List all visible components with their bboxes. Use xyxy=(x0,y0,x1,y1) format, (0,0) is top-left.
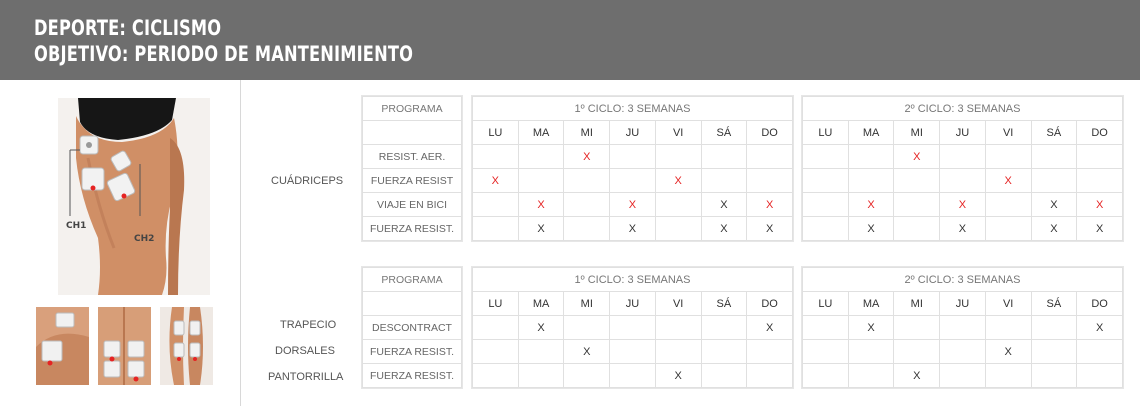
schedule-mark: X xyxy=(537,198,545,211)
schedule-cell xyxy=(655,193,701,217)
schedule-cell xyxy=(894,217,940,241)
day-header: MA xyxy=(848,121,894,145)
schedule-cell xyxy=(985,364,1031,388)
schedule-cell xyxy=(940,193,986,217)
day-header: DO xyxy=(747,292,793,316)
schedule-cell xyxy=(894,316,940,340)
schedule-cell xyxy=(1077,340,1123,364)
schedule-cell xyxy=(747,364,793,388)
cycle2-table-section1 xyxy=(802,96,1123,241)
cycle1-table-section2 xyxy=(472,267,793,388)
vertical-divider xyxy=(240,80,241,406)
schedule-cell xyxy=(473,145,519,169)
schedule-cell xyxy=(1077,217,1123,241)
day-header: MI xyxy=(564,292,610,316)
day-header: MA xyxy=(848,292,894,316)
schedule-cell xyxy=(701,217,747,241)
schedule-cell xyxy=(803,340,849,364)
day-header: MA xyxy=(518,292,564,316)
schedule-cell xyxy=(894,193,940,217)
program-cell: FUERZA RESIST xyxy=(363,169,462,193)
day-header: LU xyxy=(473,292,519,316)
schedule-cell xyxy=(701,145,747,169)
schedule-cell xyxy=(655,169,701,193)
schedule-cell xyxy=(894,145,940,169)
day-header: SÁ xyxy=(701,292,747,316)
day-header: MI xyxy=(564,121,610,145)
schedule-cell xyxy=(985,217,1031,241)
schedule-cell xyxy=(518,145,564,169)
day-header: LU xyxy=(473,121,519,145)
program-cell: DESCONTRACT xyxy=(363,316,462,340)
day-header: VI xyxy=(655,292,701,316)
schedule-mark: X xyxy=(765,321,774,334)
schedule-cell xyxy=(747,316,793,340)
day-header: VI xyxy=(985,292,1031,316)
day-header: SÁ xyxy=(1031,292,1077,316)
schedule-mark: X xyxy=(583,150,591,163)
day-header: JU xyxy=(610,292,656,316)
schedule-cell xyxy=(940,316,986,340)
day-header: VI xyxy=(985,121,1031,145)
schedule-mark: X xyxy=(537,321,545,334)
schedule-mark: X xyxy=(674,174,682,187)
schedule-cell xyxy=(518,340,564,364)
cycle-title: 1º CICLO: 3 SEMANAS xyxy=(473,268,793,292)
program-table-2 xyxy=(362,267,462,388)
schedule-cell xyxy=(473,316,519,340)
schedule-cell xyxy=(564,145,610,169)
schedule-cell xyxy=(701,169,747,193)
schedule-mark: X xyxy=(958,198,967,211)
schedule-mark: X xyxy=(1050,198,1058,211)
day-header: VI xyxy=(655,121,701,145)
schedule-cell xyxy=(894,169,940,193)
schedule-cell xyxy=(564,364,610,388)
schedule-mark: X xyxy=(1004,174,1012,187)
schedule-cell xyxy=(1031,193,1077,217)
schedule-cell xyxy=(803,193,849,217)
schedule-cell xyxy=(610,316,656,340)
schedule-cell xyxy=(848,316,894,340)
schedule-cell xyxy=(803,217,849,241)
schedule-mark: X xyxy=(913,369,921,382)
day-header: JU xyxy=(940,292,986,316)
schedule-cell xyxy=(655,340,701,364)
schedule-cell xyxy=(1077,145,1123,169)
schedule-cell xyxy=(564,217,610,241)
objective-title: OBJETIVO: PERIODO DE MANTENIMIENTO xyxy=(34,42,414,66)
schedule-cell xyxy=(655,217,701,241)
day-header: SÁ xyxy=(1031,121,1077,145)
ch1-label: CH1 xyxy=(66,221,87,231)
schedule-mark: X xyxy=(1004,345,1012,358)
schedule-cell xyxy=(701,316,747,340)
cycle2-table-section2 xyxy=(802,267,1123,388)
program-cell: FUERZA RESIST. xyxy=(363,217,462,241)
schedule-mark: X xyxy=(1095,222,1104,235)
day-header: DO xyxy=(1077,292,1123,316)
schedule-cell xyxy=(848,193,894,217)
ch2-label: CH2 xyxy=(134,234,155,244)
schedule-cell xyxy=(610,340,656,364)
cycle-title: 1º CICLO: 3 SEMANAS xyxy=(473,97,793,121)
schedule-cell xyxy=(564,316,610,340)
muscle-label-dorsales: DORSALES xyxy=(275,345,335,357)
day-header: LU xyxy=(803,121,849,145)
schedule-cell xyxy=(701,193,747,217)
day-header: MA xyxy=(518,121,564,145)
schedule-cell xyxy=(940,169,986,193)
schedule-cell xyxy=(610,169,656,193)
muscle-label-cuadriceps: CUÁDRICEPS xyxy=(271,175,344,187)
schedule-mark: X xyxy=(674,369,682,382)
program-cell: FUERZA RESIST. xyxy=(363,364,462,388)
thumbnail-dorsales xyxy=(98,307,151,385)
day-header: DO xyxy=(747,121,793,145)
schedule-cell xyxy=(803,169,849,193)
schedule-cell xyxy=(985,316,1031,340)
schedule-cell xyxy=(473,364,519,388)
thumbnail-pantorrilla xyxy=(160,307,213,385)
day-header: DO xyxy=(1077,121,1123,145)
muscle-label-pantorrilla: PANTORRILLA xyxy=(268,371,344,383)
program-header: PROGRAMA xyxy=(363,97,462,121)
schedule-cell xyxy=(803,316,849,340)
schedule-mark: X xyxy=(720,222,728,235)
program-cell: RESIST. AER. xyxy=(363,145,462,169)
schedule-mark: X xyxy=(958,222,967,235)
schedule-cell xyxy=(564,340,610,364)
schedule-cell xyxy=(610,193,656,217)
schedule-cell xyxy=(848,169,894,193)
schedule-cell xyxy=(747,193,793,217)
day-header: JU xyxy=(940,121,986,145)
schedule-mark: X xyxy=(867,198,875,211)
schedule-cell xyxy=(610,145,656,169)
day-header: MI xyxy=(894,292,940,316)
schedule-cell xyxy=(473,169,519,193)
schedule-cell xyxy=(1031,169,1077,193)
schedule-cell xyxy=(747,169,793,193)
schedule-cell xyxy=(1031,364,1077,388)
day-header: SÁ xyxy=(701,121,747,145)
schedule-mark: X xyxy=(628,222,637,235)
schedule-cell xyxy=(1077,316,1123,340)
schedule-cell xyxy=(894,364,940,388)
leg-electrode-photo xyxy=(58,98,210,295)
schedule-cell xyxy=(985,145,1031,169)
schedule-cell xyxy=(610,364,656,388)
schedule-cell xyxy=(747,340,793,364)
schedule-cell xyxy=(894,340,940,364)
day-header: LU xyxy=(803,292,849,316)
schedule-mark: X xyxy=(583,345,591,358)
schedule-mark: X xyxy=(628,198,637,211)
cycle1-table-section1 xyxy=(472,96,793,241)
schedule-mark: X xyxy=(537,222,545,235)
program-blank xyxy=(363,292,462,316)
schedule-cell xyxy=(940,145,986,169)
schedule-mark: X xyxy=(720,198,728,211)
schedule-cell xyxy=(564,193,610,217)
schedule-cell xyxy=(1031,145,1077,169)
muscle-label-trapecio: TRAPECIO xyxy=(280,319,337,331)
schedule-cell xyxy=(1031,316,1077,340)
program-blank xyxy=(363,121,462,145)
program-table-1 xyxy=(362,96,462,241)
schedule-mark: X xyxy=(765,198,774,211)
schedule-cell xyxy=(701,340,747,364)
schedule-cell xyxy=(747,217,793,241)
schedule-cell xyxy=(848,145,894,169)
schedule-cell xyxy=(1077,364,1123,388)
program-cell: FUERZA RESIST. xyxy=(363,340,462,364)
page-header xyxy=(0,0,1140,80)
schedule-cell xyxy=(940,217,986,241)
schedule-cell xyxy=(848,217,894,241)
schedule-cell xyxy=(940,364,986,388)
day-header: JU xyxy=(610,121,656,145)
schedule-cell xyxy=(803,145,849,169)
schedule-cell xyxy=(848,340,894,364)
schedule-cell xyxy=(518,217,564,241)
schedule-cell xyxy=(940,340,986,364)
schedule-cell xyxy=(1077,193,1123,217)
day-header: MI xyxy=(894,121,940,145)
schedule-mark: X xyxy=(765,222,774,235)
schedule-cell xyxy=(473,193,519,217)
schedule-cell xyxy=(518,364,564,388)
cycle-title: 2º CICLO: 3 SEMANAS xyxy=(803,97,1123,121)
schedule-cell xyxy=(655,145,701,169)
schedule-cell xyxy=(655,316,701,340)
schedule-cell xyxy=(518,169,564,193)
schedule-mark: X xyxy=(1050,222,1058,235)
schedule-cell xyxy=(564,169,610,193)
schedule-cell xyxy=(610,217,656,241)
schedule-cell xyxy=(518,316,564,340)
schedule-cell xyxy=(848,364,894,388)
schedule-mark: X xyxy=(491,174,500,187)
schedule-cell xyxy=(473,217,519,241)
schedule-mark: X xyxy=(867,222,875,235)
schedule-cell xyxy=(803,364,849,388)
schedule-cell xyxy=(747,145,793,169)
schedule-mark: X xyxy=(913,150,921,163)
thumbnail-trapecio xyxy=(36,307,89,385)
schedule-mark: X xyxy=(1095,198,1104,211)
program-cell: VIAJE EN BICI xyxy=(363,193,462,217)
schedule-cell xyxy=(985,193,1031,217)
schedule-mark: X xyxy=(1095,321,1104,334)
schedule-cell xyxy=(473,340,519,364)
schedule-cell xyxy=(985,340,1031,364)
schedule-cell xyxy=(701,364,747,388)
schedule-cell xyxy=(1031,340,1077,364)
schedule-cell xyxy=(1077,169,1123,193)
cycle-title: 2º CICLO: 3 SEMANAS xyxy=(803,268,1123,292)
schedule-cell xyxy=(518,193,564,217)
schedule-cell xyxy=(655,364,701,388)
schedule-cell xyxy=(1031,217,1077,241)
schedule-mark: X xyxy=(867,321,875,334)
sport-title: DEPORTE: CICLISMO xyxy=(34,16,222,40)
schedule-cell xyxy=(985,169,1031,193)
program-header: PROGRAMA xyxy=(363,268,462,292)
